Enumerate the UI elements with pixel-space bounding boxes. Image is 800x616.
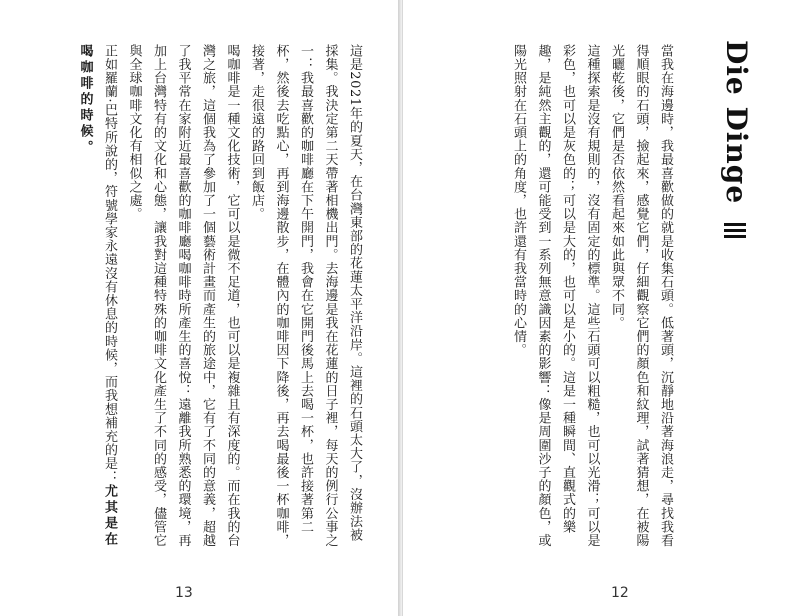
left-page	[0, 0, 399, 616]
right-paragraph-2: 這種探索是沒有規則的，沒有固定的標準。這些石頭可以粗糙，也可以光滑；可以是彩色，也可以是灰色的；可以是大的，也可以是小的。這是一種瞬間、直觀式的樂趣，是純然主觀的，還可能受到一系列無意識因素的影響：像是周圍沙子的顏色，或陽光照射在石頭上的角度，也許還有我當時的心情。	[511, 44, 600, 548]
left-paragraph-1: 這是2021年的夏天，在台灣東部的花蓮太平洋沿岸。這裡的石頭太大了，沒辦法被採集。我決定第二天帶著相機出門。去海邊是我在花蓮的日子裡，每天的例行公事之一：我最喜歡的咖啡廳在下午開門，我會在它開門後馬上去喝一杯，也許接著第二杯，然後去吃點心，再到海邊散步，在體內的咖啡因下降後，再去喝最後一杯咖啡，接著，走很遠的路回到飯店。	[249, 44, 362, 548]
left-page-text	[72, 44, 366, 549]
left-paragraph-2: 喝咖啡是一種文化技術，它可以是微不足道，也可以是複雜且有深度的。而在我的台灣之旅，這個我為了參加了一個藝術計畫而產生的旅途中，它有了不同的意義，超越了我平常在家附近最喜歡的咖啡廳喝咖啡時所產生的喜悅：遠離我所熟悉的環境，再加上台灣特有的文化和心態，讓我對這種特殊的咖啡文化產生了不同的感受，儘管它與全球咖啡文化有相似之處。	[126, 44, 240, 548]
left-emphasis-text: 尤其是在喝咖啡的時候。	[77, 44, 117, 548]
right-page-text	[506, 44, 678, 549]
book-title: Die Dinge	[720, 40, 753, 205]
page-number-right: 12	[611, 585, 629, 601]
page-number-left: 13	[175, 585, 193, 601]
chapter-mark	[724, 220, 746, 241]
chapter-mark-bar	[724, 223, 746, 226]
left-paragraph-3	[72, 44, 121, 549]
right-paragraph-1: 當我在海邊時，我最喜歡做的就是收集石頭。低著頭，沉靜地沿著海浪走，尋找我看得順眼的石頭，撿起來，感覺它們，仔細觀察它們的顏色和紋理，試著猜想，在被陽光曬乾後，它們是否依然看起來如此與眾不同。	[609, 44, 673, 548]
chapter-mark-bar	[724, 235, 746, 238]
left-paragraph-3-text: 正如羅蘭·巴特所說的，符號學家永遠沒有休息的時候，而我想補充的是：	[102, 44, 117, 484]
chapter-mark-bar	[724, 229, 746, 232]
